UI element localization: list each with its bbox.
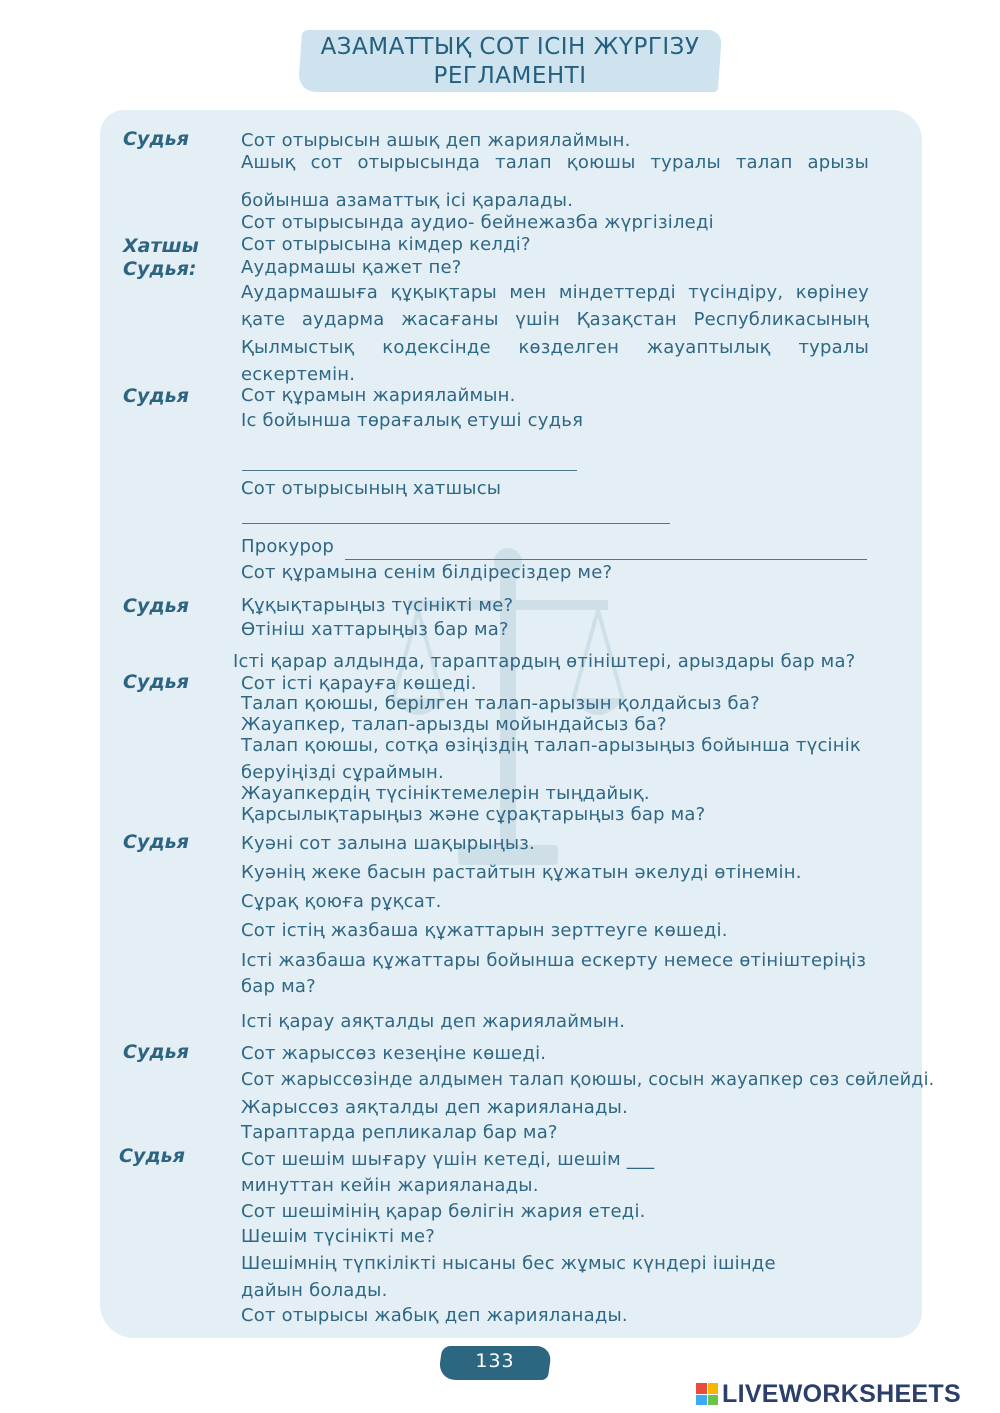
dialogue-line: Сот құрамын жариялаймын.	[241, 385, 516, 406]
dialogue-line: Құқықтарыңыз түсінікті ме?	[241, 595, 514, 616]
dialogue-line: Сот құрамына сенім білдіресіздер ме?	[241, 562, 613, 583]
speaker-label: Судья	[123, 831, 189, 853]
dialogue-line: Сот отырысында аудио- бейнежазба жүргізіледі	[241, 212, 714, 233]
speaker-label: Судья:	[123, 258, 197, 280]
dialogue-line: Куәні сот залына шақырыңыз.	[241, 833, 535, 854]
dialogue-line: Жауапкердің түсініктемелерін тыңдайық.	[241, 783, 650, 804]
dialogue-line: қате аударма жасағаны үшін Қазақстан Республикасының	[241, 309, 869, 330]
dialogue-line: Аудармашы қажет пе?	[241, 257, 462, 278]
dialogue-line: Тараптарда репликалар бар ма?	[241, 1122, 558, 1143]
dialogue-line: Сот жарыссөзінде алдымен талап қоюшы, сосын жауапкер сөз сөйлейді.	[241, 1070, 935, 1090]
speaker-label: Хатшы	[123, 235, 199, 257]
dialogue-line: минуттан кейін жарияланады.	[241, 1175, 539, 1196]
dialogue-line: Сот шешімінің қарар бөлігін жария етеді.	[241, 1201, 646, 1222]
dialogue-line: беруіңізді сұраймын.	[241, 762, 444, 783]
dialogue-line: Талап қоюшы, сотқа өзіңіздің талап-арызыңыз бойынша түсінік	[241, 735, 861, 756]
prosecutor-name-blank[interactable]	[345, 559, 867, 560]
dialogue-line: ескертемін.	[241, 364, 356, 385]
dialogue-line: Сот істі қарауға көшеді.	[241, 673, 477, 694]
speaker-label: Судья	[123, 128, 189, 150]
dialogue-line: Сот отырысына кімдер келді?	[241, 234, 531, 255]
dialogue-line: Сот жарыссөз кезеңіне көшеді.	[241, 1043, 547, 1064]
dialogue-line: Жауапкер, талап-арызды мойындайсыз ба?	[241, 714, 667, 735]
dialogue-line: Іс бойынша төрағалық етуші судья	[241, 410, 584, 431]
dialogue-line: Істі қарар алдында, тараптардың өтініштері, арыздары бар ма?	[233, 651, 856, 672]
dialogue-line: Талап қоюшы, берілген талап-арызын қолдайсыз ба?	[241, 693, 760, 714]
speaker-label: Судья	[123, 385, 189, 407]
dialogue-line: Ашық сот отырысында талап қоюшы туралы талап арызы	[241, 152, 869, 173]
dialogue-line: Шешімнің түпкілікті нысаны бес жұмыс күндері ішінде	[241, 1253, 776, 1274]
dialogue-line: бойынша азаматтық ісі қаралады.	[241, 190, 574, 211]
page-title	[300, 33, 720, 91]
judge-name-blank[interactable]	[242, 470, 577, 471]
title-line-1: АЗАМАТТЫҚ СОТ ІСІН ЖҮРГІЗУ	[320, 34, 700, 60]
dialogue-line: Сот отырысының хатшысы	[241, 478, 502, 499]
page-number: 133	[475, 1350, 515, 1372]
secretary-name-blank[interactable]	[242, 523, 670, 524]
speaker-label: Судья	[119, 1145, 185, 1167]
dialogue-line: Істі қарау аяқталды деп жариялаймын.	[241, 1011, 626, 1032]
title-line-2: РЕГЛАМЕНТІ	[433, 63, 587, 89]
dialogue-line: Қарсылықтарыңыз және сұрақтарыңыз бар ма?	[241, 804, 706, 825]
dialogue-line: Сот істің жазбаша құжаттарын зерттеуге көшеді.	[241, 920, 728, 941]
liveworksheets-logo-icon	[696, 1383, 718, 1405]
dialogue-line: Жарыссөз аяқталды деп жарияланады.	[241, 1097, 629, 1118]
dialogue-line: Істі жазбаша құжаттары бойынша ескерту немесе өтініштеріңіз	[241, 950, 867, 971]
dialogue-line: Прокурор	[241, 536, 334, 557]
speaker-label: Судья	[123, 671, 189, 693]
dialogue-line: Сот отырысын ашық деп жариялаймын.	[241, 130, 631, 151]
dialogue-line: Сот отырысы жабық деп жарияланады.	[241, 1305, 628, 1326]
liveworksheets-brand[interactable]	[696, 1379, 961, 1409]
dialogue-line: дайын болады.	[241, 1280, 388, 1301]
dialogue-line: бар ма?	[241, 976, 316, 997]
speaker-label: Судья	[123, 1041, 189, 1063]
dialogue-line: Аудармашыға құқықтары мен міндеттерді түсіндіру, көрінеу	[241, 282, 869, 303]
dialogue-line: Куәнің жеке басын растайтын құжатын әкелуді өтінемін.	[241, 862, 802, 883]
speaker-label: Судья	[123, 595, 189, 617]
dialogue-line: Сот шешім шығару үшін кетеді, шешім ___	[241, 1149, 655, 1170]
dialogue-line: Қылмыстық кодексінде көзделген жауаптылық туралы	[241, 337, 869, 358]
brand-text: LIVEWORKSHEETS	[722, 1379, 961, 1408]
dialogue-line: Шешім түсінікті ме?	[241, 1226, 435, 1247]
dialogue-line: Өтініш хаттарыңыз бар ма?	[241, 619, 509, 640]
dialogue-line: Сұрақ қоюға рұқсат.	[241, 891, 442, 912]
